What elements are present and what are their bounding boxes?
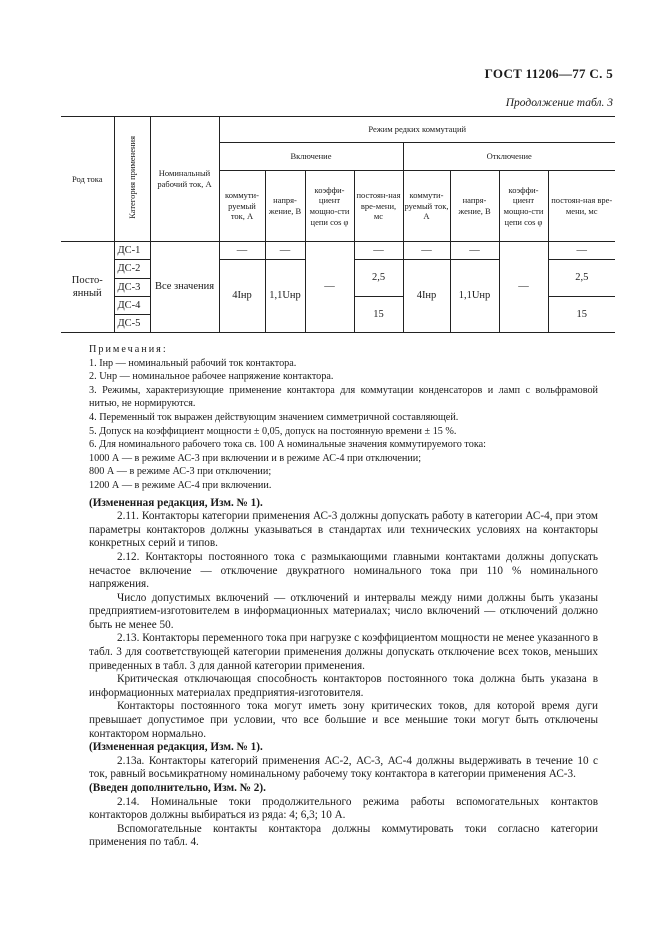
note-1: 1. Iнр — номинальный рабочий ток контактора. (89, 357, 297, 369)
parameters-table (61, 116, 615, 333)
subheader-on-time-constant: постоян-ная вре-мени, мс (354, 171, 403, 242)
on-time-constant-15: 15 (354, 297, 403, 333)
clause-2-14: 2.14. Номинальные токи продолжительного режима работы вспомогательных контактов контакторов должны выбираться из ряда: 4; 6,3; 10 А. (89, 795, 598, 822)
off-time-constant-2-5: 2,5 (548, 260, 615, 297)
header-switch-off: Отключение (403, 143, 615, 171)
dash-cell: — (450, 242, 499, 260)
note-4: 4. Переменный ток выражен действующим значением симметричной составляющей. (89, 411, 459, 423)
amendment-note: (Измененная редакция, Изм. № 1). (89, 741, 263, 754)
page-body (89, 343, 598, 850)
note-6a: 1000 А — в режиме АС-3 при включении и в режиме АС-4 при отключении; (89, 452, 422, 464)
category-cell: ДС-4 (114, 297, 150, 315)
dash-cell: — (403, 242, 450, 260)
row-nominal-current: Все значения (150, 242, 219, 333)
note-2: 2. Uнр — номинальное рабочее напряжение контактора. (89, 371, 334, 383)
note-6: 6. Для номинального рабочего тока св. 100 А номинальные значения коммутируемого тока: (89, 439, 486, 451)
clause-2-13-paragraph: Критическая отключающая способность контакторов постоянного тока должна быть указана в информационных материалах предприятия-изготовителя. (89, 673, 598, 699)
category-cell: ДС-1 (114, 242, 150, 260)
note-3: 3. Режимы, характеризующие применение контактора для коммутации конденсаторов и ламп с вольфрамовой нитью, не нормируются. (89, 384, 598, 410)
amendment-note: (Введен дополнительно, Изм. № 2). (89, 782, 266, 794)
subheader-off-time-constant: постоян-ная вре-мени, мс (548, 171, 615, 242)
subheader-off-voltage: напря-жение, В (450, 171, 499, 242)
clause-2-13-paragraph: Контакторы постоянного тока могут иметь зону критических токов, для которой время дуги превышает допустимое при условии, что все большие и все меньшие токи могут быть отключены контактором нормально. (89, 700, 598, 740)
subheader-on-current: коммути-руемый ток, А (219, 171, 265, 242)
dash-cell: — (219, 242, 265, 260)
header-category: Категория применения (114, 117, 150, 242)
subheader-on-voltage: напря-жение, В (265, 171, 305, 242)
header-current-type: Род тока (61, 117, 114, 242)
note-6b: 800 А — в режиме АС-3 при отключении; (89, 466, 272, 478)
dash-cell: — (354, 242, 403, 260)
clause-2-11: 2.11. Контакторы категории применения АС-3 должны допускать работу в категории АС-4, при этом параметры контакторов должны указываться в стандартах или технических условиях на контакторы конкретных серий и типов. (89, 510, 598, 550)
clause-2-14-paragraph: Вспомогательные контакты контактора должны коммутировать токи согласно категории применения по табл. 4. (89, 822, 598, 849)
off-current-value: 4Iнр (403, 260, 450, 333)
amendment-note: (Измененная редакция, Изм. № 1). (89, 496, 263, 509)
dash-cell: — (305, 242, 354, 333)
category-cell: ДС-2 (114, 260, 150, 279)
row-current-type: Посто-янный (61, 242, 114, 333)
off-time-constant-15: 15 (548, 297, 615, 333)
note-6c: 1200 А — в режиме АС-4 при включении. (89, 479, 272, 491)
dash-cell: — (548, 242, 615, 260)
notes-heading: Примечания: (89, 344, 168, 355)
header-nominal-current: Номинальный рабочий ток, А (150, 117, 219, 242)
clause-2-13: 2.13. Контакторы переменного тока при нагрузке с коэффициентом мощности не менее указанного в табл. 3 для соответствующей категории применения должны допускать отключение всех токов, меньших приведенных в табл. 3 для данной категории применения. (89, 632, 598, 672)
on-current-value: 4Iнр (219, 260, 265, 333)
subheader-off-power-factor: коэффи-циент мощно-сти цепи cos φ (499, 171, 548, 242)
category-cell: ДС-5 (114, 315, 150, 333)
clause-2-12: 2.12. Контакторы постоянного тока с размыкающими главными контактами должны допускать нечастое включение — отключение двукратного номинального тока при 110 % номинального напряжения. (89, 550, 598, 591)
page-header: ГОСТ 11206—77 С. 5 (484, 66, 613, 81)
note-5: 5. Допуск на коэффициент мощности ± 0,05, допуск на постоянную времени ± 15 %. (89, 425, 457, 437)
table-continuation-label: Продолжение табл. 3 (505, 97, 613, 109)
header-switch-on: Включение (219, 143, 403, 171)
category-cell: ДС-3 (114, 279, 150, 297)
clause-2-13a: 2.13а. Контакторы категорий применения АС-2, АС-3, АС-4 должны выдерживать в течение 10 с ток, равный восьмикратному номинальному рабочему току контактора в категории применения АС-3. (89, 754, 598, 781)
dash-cell: — (265, 242, 305, 260)
clause-2-12-paragraph: Число допустимых включений — отключений и интервалы между ними должны быть указаны предприятием-изготовителем в информационных материалах; число включений — отключений должно быть не менее 50. (89, 591, 598, 631)
subheader-on-power-factor: коэффи-циент мощно-сти цепи cos φ (305, 171, 354, 242)
subheader-off-current: коммути-руемый ток, А (403, 171, 450, 242)
header-rare-switching-regime: Режим редких коммутаций (219, 117, 615, 143)
on-voltage-value: 1,1Uнр (265, 260, 305, 333)
dash-cell: — (499, 242, 548, 333)
off-voltage-value: 1,1Uнр (450, 260, 499, 333)
on-time-constant-2-5: 2,5 (354, 260, 403, 297)
